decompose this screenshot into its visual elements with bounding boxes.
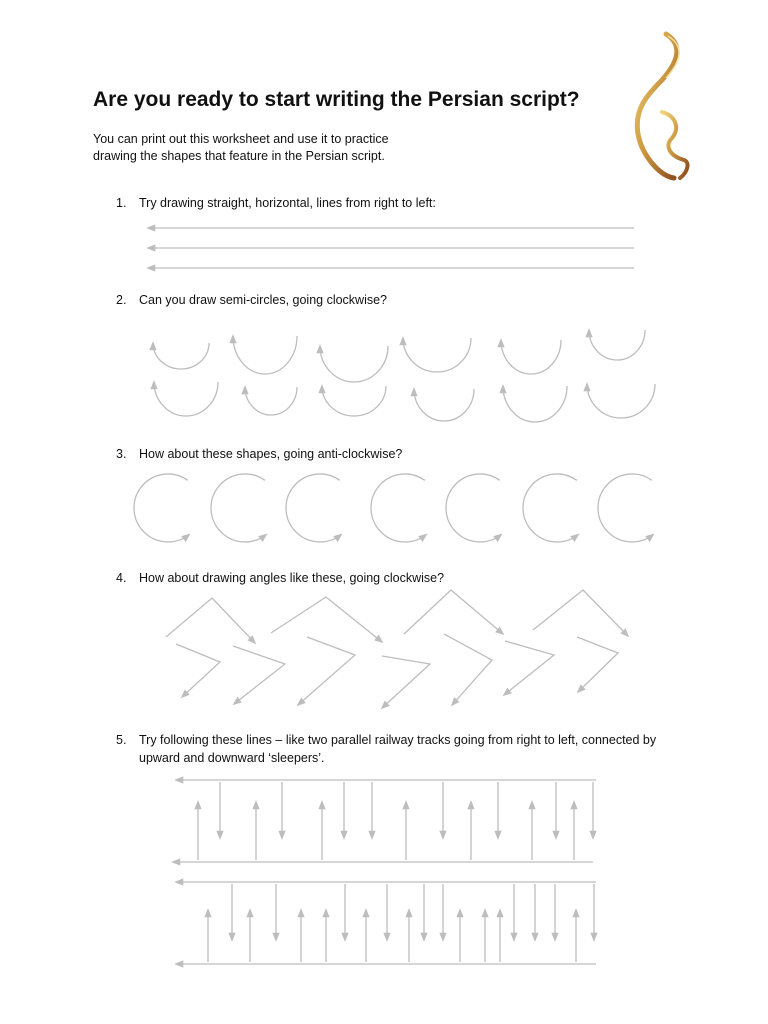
intro-line-1: You can print out this worksheet and use it to practice bbox=[93, 132, 389, 146]
anticlockwise-circle-guide bbox=[523, 474, 578, 542]
semicircle-guide bbox=[403, 338, 471, 372]
semicircle-guide bbox=[233, 336, 297, 374]
semicircle-guide bbox=[245, 387, 297, 415]
anticlockwise-circle-guide bbox=[598, 474, 653, 542]
anticlockwise-circle-guide bbox=[134, 474, 189, 542]
task-3-number: 3. bbox=[116, 447, 127, 461]
semicircle-guide bbox=[501, 340, 561, 374]
task-5-number: 5. bbox=[116, 733, 127, 747]
page-title: Are you ready to start writing the Persian script? bbox=[93, 88, 580, 111]
angle-guide bbox=[444, 634, 492, 705]
angle-guide bbox=[166, 598, 255, 643]
angle-guide bbox=[271, 597, 382, 642]
task-4-text: How about drawing angles like these, going clockwise? bbox=[139, 571, 445, 585]
task-4-number: 4. bbox=[116, 571, 127, 585]
semicircle-guide bbox=[154, 382, 218, 416]
anticlockwise-circle-guide bbox=[371, 474, 426, 542]
task-1-number: 1. bbox=[116, 196, 127, 210]
task-1-text: Try drawing straight, horizontal, lines from right to left: bbox=[139, 196, 436, 210]
task-2-text: Can you draw semi-circles, going clockwise? bbox=[139, 293, 388, 307]
semicircle-guide bbox=[153, 343, 209, 369]
semicircle-guide bbox=[320, 346, 388, 382]
angle-guide bbox=[577, 637, 618, 692]
anticlockwise-circle-guide bbox=[446, 474, 501, 542]
angle-guide bbox=[298, 637, 355, 705]
semicircle-guide bbox=[414, 389, 474, 421]
task-2-number: 2. bbox=[116, 293, 127, 307]
anticlockwise-circle-guide bbox=[211, 474, 266, 542]
anticlockwise-circle-guide bbox=[286, 474, 341, 542]
angle-guide bbox=[233, 646, 285, 704]
task-3-text: How about these shapes, going anti-clockwise? bbox=[139, 447, 403, 461]
semicircle-guide bbox=[503, 386, 567, 422]
semicircle-guide bbox=[589, 330, 645, 360]
angle-guide bbox=[404, 590, 503, 634]
angle-guide bbox=[176, 644, 220, 697]
task-5-text: Try following these lines – like two parallel railway tracks going from right to left, connected by upward and downward ‘sleepers’. bbox=[139, 733, 657, 765]
angle-guide bbox=[533, 590, 628, 636]
intro-line-2: drawing the shapes that feature in the Persian script. bbox=[93, 149, 385, 163]
angle-guide bbox=[382, 656, 430, 708]
angle-guide bbox=[504, 641, 554, 695]
semicircle-guide bbox=[322, 386, 386, 416]
semicircle-guide bbox=[587, 384, 655, 418]
